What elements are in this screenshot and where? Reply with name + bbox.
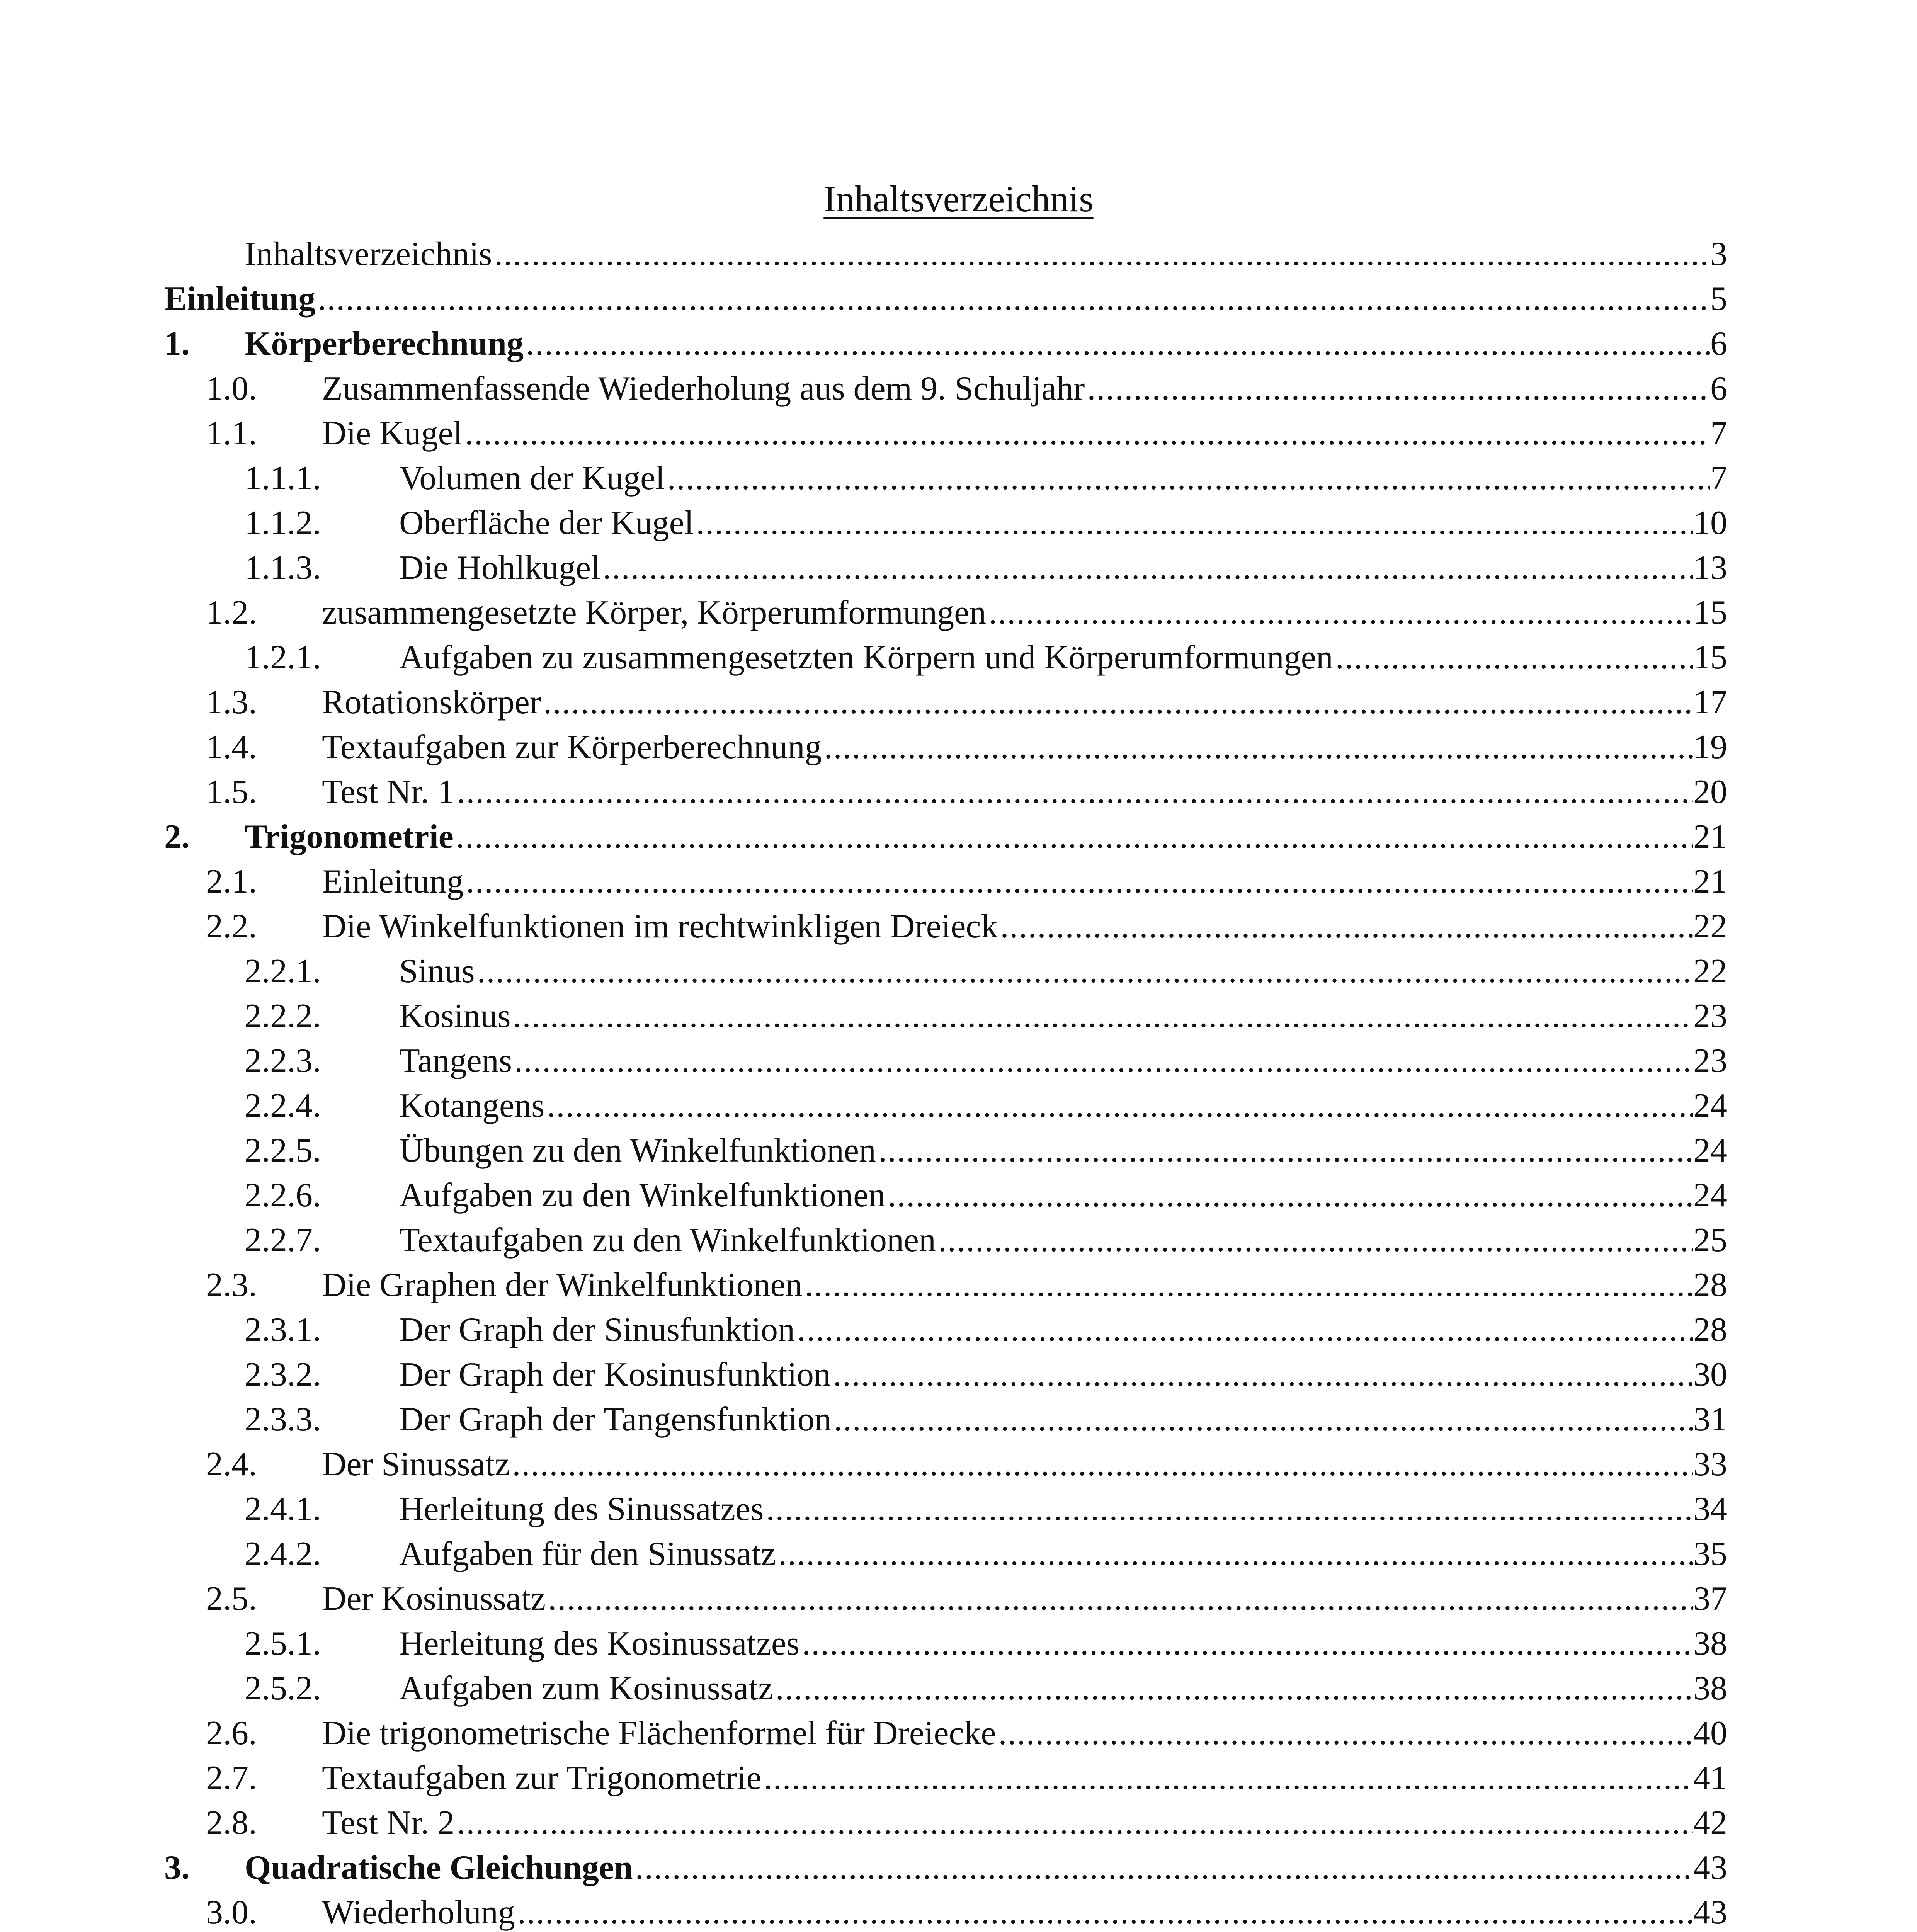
toc-entry-title: Der Sinussatz	[322, 1442, 512, 1487]
toc-entry-page-number: 43	[1693, 1890, 1727, 1932]
toc-entry-title: Die trigonometrische Flächenformel für Dreiecke	[322, 1711, 998, 1756]
toc-entry-number: 1.1.	[206, 415, 257, 452]
dot-leader	[667, 456, 1710, 501]
toc-entry-page-number: 34	[1693, 1487, 1727, 1532]
toc-entry[interactable]	[164, 1621, 1727, 1666]
toc-entry-title: Wiederholung	[322, 1890, 517, 1932]
dot-leader	[878, 1128, 1693, 1173]
dot-leader	[543, 680, 1693, 725]
dot-leader	[998, 1711, 1693, 1756]
dot-leader	[778, 1532, 1693, 1577]
toc-entry-number: 2.7.	[206, 1759, 257, 1797]
dot-leader	[517, 1890, 1693, 1932]
toc-entry-number: 2.3.3.	[245, 1401, 321, 1438]
toc-entry-page-number: 7	[1710, 411, 1727, 456]
page-title-text: Inhaltsverzeichnis	[823, 178, 1094, 219]
toc-entry[interactable]	[164, 590, 1727, 635]
toc-entry-title: Der Graph der Kosinusfunktion	[399, 1352, 833, 1397]
toc-entry[interactable]	[164, 1487, 1727, 1532]
toc-entry-page-number: 23	[1693, 1039, 1727, 1083]
dot-leader	[514, 1039, 1693, 1083]
dot-leader	[456, 815, 1693, 859]
toc-entry-page-number: 19	[1693, 725, 1727, 770]
toc-entry[interactable]	[164, 546, 1727, 590]
toc-entry-number: 1.5.	[206, 773, 257, 811]
toc-entry-page-number: 38	[1693, 1621, 1727, 1666]
toc-entry-title: Aufgaben zu den Winkelfunktionen	[399, 1173, 888, 1218]
dot-leader	[457, 1801, 1693, 1845]
toc-entry-title: Herleitung des Sinussatzes	[399, 1487, 766, 1532]
toc-entry[interactable]	[164, 366, 1727, 411]
toc-entry[interactable]	[164, 277, 1727, 321]
toc-entry-page-number: 31	[1693, 1397, 1727, 1442]
toc-entry[interactable]	[164, 1666, 1727, 1711]
toc-entry-title: Textaufgaben zur Körperberechnung	[322, 725, 824, 770]
toc-entry-title: Kosinus	[399, 994, 513, 1039]
toc-entry-page-number: 24	[1693, 1128, 1727, 1173]
dot-leader	[635, 1845, 1693, 1890]
toc-entry-page-number: 33	[1693, 1442, 1727, 1487]
toc-entry-title: Test Nr. 1	[322, 770, 457, 815]
dot-leader	[888, 1173, 1693, 1218]
toc-entry-number: 1.2.1.	[245, 639, 321, 676]
dot-leader	[526, 321, 1710, 366]
toc-entry-number: 2.6.	[206, 1714, 257, 1752]
toc-entry[interactable]	[164, 1039, 1727, 1083]
toc-entry[interactable]	[164, 1711, 1727, 1756]
toc-entry[interactable]	[164, 1218, 1727, 1263]
toc-entry-page-number: 6	[1710, 366, 1727, 411]
toc-entry-number: 2.1.	[206, 863, 257, 900]
toc-entry-number: 2.2.4.	[245, 1087, 321, 1124]
toc-entry-title: Die Graphen der Winkelfunktionen	[322, 1263, 805, 1308]
toc-entry[interactable]	[164, 1397, 1727, 1442]
toc-entry-page-number: 28	[1693, 1308, 1727, 1352]
toc-entry-number: 1.0.	[206, 370, 257, 407]
toc-entry-title: Herleitung des Kosinussatzes	[399, 1621, 802, 1666]
toc-entry-number: 1.4.	[206, 728, 257, 766]
toc-entry[interactable]	[164, 770, 1727, 815]
toc-entry-page-number: 42	[1693, 1801, 1727, 1845]
dot-leader	[1087, 366, 1710, 411]
toc-entry-title: Übungen zu den Winkelfunktionen	[399, 1128, 878, 1173]
toc-entry-title: Körperberechnung	[245, 321, 526, 366]
toc-entry-number: 2.5.1.	[245, 1625, 321, 1662]
dot-leader	[988, 590, 1693, 635]
toc-entry-page-number: 15	[1693, 635, 1727, 680]
toc-entry-number: 1.2.	[206, 594, 257, 631]
toc-entry-title: Der Kosinussatz	[322, 1577, 548, 1621]
toc-entry[interactable]	[164, 1263, 1727, 1308]
toc-entry-number: 2.2.2.	[245, 997, 321, 1035]
toc-entry-title: Kotangens	[399, 1083, 547, 1128]
dot-leader	[466, 859, 1693, 904]
toc-entry[interactable]	[164, 411, 1727, 456]
toc-entry-title: Volumen der Kugel	[399, 456, 667, 501]
toc-entry-page-number: 24	[1693, 1083, 1727, 1128]
toc-entry-page-number: 22	[1693, 904, 1727, 949]
toc-entry-number: 2.2.	[206, 908, 257, 945]
dot-leader	[776, 1666, 1693, 1711]
dot-leader	[834, 1397, 1693, 1442]
toc-entry[interactable]	[164, 1756, 1727, 1801]
page-title	[0, 176, 1917, 222]
toc-entry-page-number: 20	[1693, 770, 1727, 815]
toc-entry[interactable]	[164, 1442, 1727, 1487]
toc-entry-page-number: 21	[1693, 859, 1727, 904]
toc-entry-number: 3.	[164, 1849, 190, 1886]
toc-entry-title: Tangens	[399, 1039, 514, 1083]
toc-entry[interactable]	[164, 859, 1727, 904]
toc-entry-page-number: 40	[1693, 1711, 1727, 1756]
toc-entry-page-number: 43	[1693, 1845, 1727, 1890]
toc-entry-title: Die Winkelfunktionen im rechtwinkligen Dreieck	[322, 904, 1000, 949]
dot-leader	[797, 1308, 1693, 1352]
toc-entry-number: 2.2.7.	[245, 1221, 321, 1259]
dot-leader	[802, 1621, 1693, 1666]
dot-leader	[1000, 904, 1693, 949]
toc-entry-title: Aufgaben für den Sinussatz	[399, 1532, 778, 1577]
toc-entry[interactable]	[164, 1577, 1727, 1621]
dot-leader	[764, 1756, 1693, 1801]
dot-leader	[766, 1487, 1693, 1532]
toc-entry-number: 2.2.3.	[245, 1042, 321, 1080]
toc-entry-title: Die Kugel	[322, 411, 465, 456]
toc-entry-title: Sinus	[399, 949, 477, 994]
toc-entry-number: 2.2.5.	[245, 1132, 321, 1169]
toc-entry-number: 2.2.6.	[245, 1177, 321, 1214]
toc-entry-number: 2.8.	[206, 1804, 257, 1842]
toc-entry-number: 2.5.2.	[245, 1670, 321, 1707]
toc-entry-title: Test Nr. 2	[322, 1801, 457, 1845]
dot-leader	[318, 277, 1710, 321]
toc-entry-page-number: 41	[1693, 1756, 1727, 1801]
toc-entry-page-number: 17	[1693, 680, 1727, 725]
toc-entry[interactable]	[164, 680, 1727, 725]
toc-entry-number: 2.3.1.	[245, 1311, 321, 1349]
toc-entry[interactable]	[164, 1801, 1727, 1845]
toc-entry-number: 2.4.1.	[245, 1490, 321, 1528]
dot-leader	[548, 1577, 1693, 1621]
dot-leader	[1335, 635, 1693, 680]
toc-entry-title: Einleitung	[164, 277, 318, 321]
toc-entry-title: Rotationskörper	[322, 680, 543, 725]
toc-entry-page-number: 6	[1710, 321, 1727, 366]
table-of-contents	[164, 232, 1727, 1932]
toc-entry-title: Die Hohlkugel	[399, 546, 603, 590]
toc-entry-number: 1.1.1.	[245, 459, 321, 497]
toc-entry-page-number: 22	[1693, 949, 1727, 994]
toc-entry-title: Quadratische Gleichungen	[245, 1845, 635, 1890]
dot-leader	[494, 232, 1710, 277]
dot-leader	[513, 994, 1694, 1039]
toc-entry[interactable]	[164, 1173, 1727, 1218]
toc-entry-page-number: 3	[1710, 232, 1727, 277]
toc-entry-title: zusammengesetzte Körper, Körperumformungen	[322, 590, 988, 635]
toc-entry-title: Der Graph der Tangensfunktion	[399, 1397, 834, 1442]
toc-entry-page-number: 23	[1693, 994, 1727, 1039]
dot-leader	[477, 949, 1693, 994]
toc-entry-page-number: 37	[1693, 1577, 1727, 1621]
toc-entry-page-number: 21	[1693, 815, 1727, 859]
toc-entry-number: 2.3.	[206, 1266, 257, 1304]
toc-entry[interactable]	[164, 1083, 1727, 1128]
toc-entry[interactable]	[164, 994, 1727, 1039]
dot-leader	[938, 1218, 1693, 1263]
toc-entry-page-number: 24	[1693, 1173, 1727, 1218]
toc-entry-page-number: 38	[1693, 1666, 1727, 1711]
toc-entry-title: Trigonometrie	[245, 815, 456, 859]
toc-entry-title: Einleitung	[322, 859, 466, 904]
toc-entry[interactable]	[164, 1532, 1727, 1577]
toc-entry[interactable]	[164, 1352, 1727, 1397]
dot-leader	[457, 770, 1693, 815]
toc-entry-number: 1.1.2.	[245, 504, 321, 542]
toc-entry[interactable]	[164, 1308, 1727, 1352]
toc-entry[interactable]	[164, 501, 1727, 546]
toc-entry-number: 2.2.1.	[245, 952, 321, 990]
toc-entry-title: Inhaltsverzeichnis	[245, 232, 494, 277]
toc-entry-title: Textaufgaben zu den Winkelfunktionen	[399, 1218, 938, 1263]
toc-entry-number: 1.1.3.	[245, 549, 321, 587]
toc-entry-page-number: 35	[1693, 1532, 1727, 1577]
toc-entry[interactable]	[164, 815, 1727, 859]
toc-entry[interactable]	[164, 1128, 1727, 1173]
toc-entry-page-number: 7	[1710, 456, 1727, 501]
toc-entry-page-number: 15	[1693, 590, 1727, 635]
toc-entry-page-number: 28	[1693, 1263, 1727, 1308]
toc-entry-number: 2.4.2.	[245, 1535, 321, 1573]
toc-entry[interactable]	[164, 635, 1727, 680]
toc-entry[interactable]	[164, 725, 1727, 770]
dot-leader	[696, 501, 1693, 546]
toc-entry[interactable]	[164, 1845, 1727, 1890]
toc-entry-title: Textaufgaben zur Trigonometrie	[322, 1756, 764, 1801]
dot-leader	[603, 546, 1693, 590]
toc-entry-page-number: 13	[1693, 546, 1727, 590]
toc-entry-number: 1.3.	[206, 684, 257, 721]
toc-entry-number: 2.4.	[206, 1446, 257, 1483]
toc-entry-number: 2.5.	[206, 1580, 257, 1617]
toc-entry-number: 2.	[164, 818, 190, 855]
toc-entry-number: 1.	[164, 325, 190, 362]
toc-entry-title: Zusammenfassende Wiederholung aus dem 9. Schuljahr	[322, 366, 1087, 411]
toc-entry-title: Der Graph der Sinusfunktion	[399, 1308, 797, 1352]
dot-leader	[547, 1083, 1693, 1128]
dot-leader	[805, 1263, 1693, 1308]
toc-entry-number: 2.3.2.	[245, 1356, 321, 1393]
toc-entry[interactable]	[164, 321, 1727, 366]
toc-entry[interactable]	[164, 1890, 1727, 1932]
toc-entry[interactable]	[164, 904, 1727, 949]
toc-entry-page-number: 30	[1693, 1352, 1727, 1397]
dot-leader	[512, 1442, 1693, 1487]
toc-entry-page-number: 10	[1693, 501, 1727, 546]
dot-leader	[824, 725, 1693, 770]
toc-entry-page-number: 5	[1710, 277, 1727, 321]
toc-entry-page-number: 25	[1693, 1218, 1727, 1263]
toc-entry[interactable]	[164, 456, 1727, 501]
toc-entry-title: Oberfläche der Kugel	[399, 501, 696, 546]
toc-entry-number: 3.0.	[206, 1894, 257, 1931]
toc-entry[interactable]	[164, 949, 1727, 994]
dot-leader	[465, 411, 1710, 456]
dot-leader	[833, 1352, 1693, 1397]
toc-entry-title: Aufgaben zum Kosinussatz	[399, 1666, 776, 1711]
toc-entry-title: Aufgaben zu zusammengesetzten Körpern und Körperumformungen	[399, 635, 1335, 680]
toc-entry[interactable]	[164, 232, 1727, 277]
